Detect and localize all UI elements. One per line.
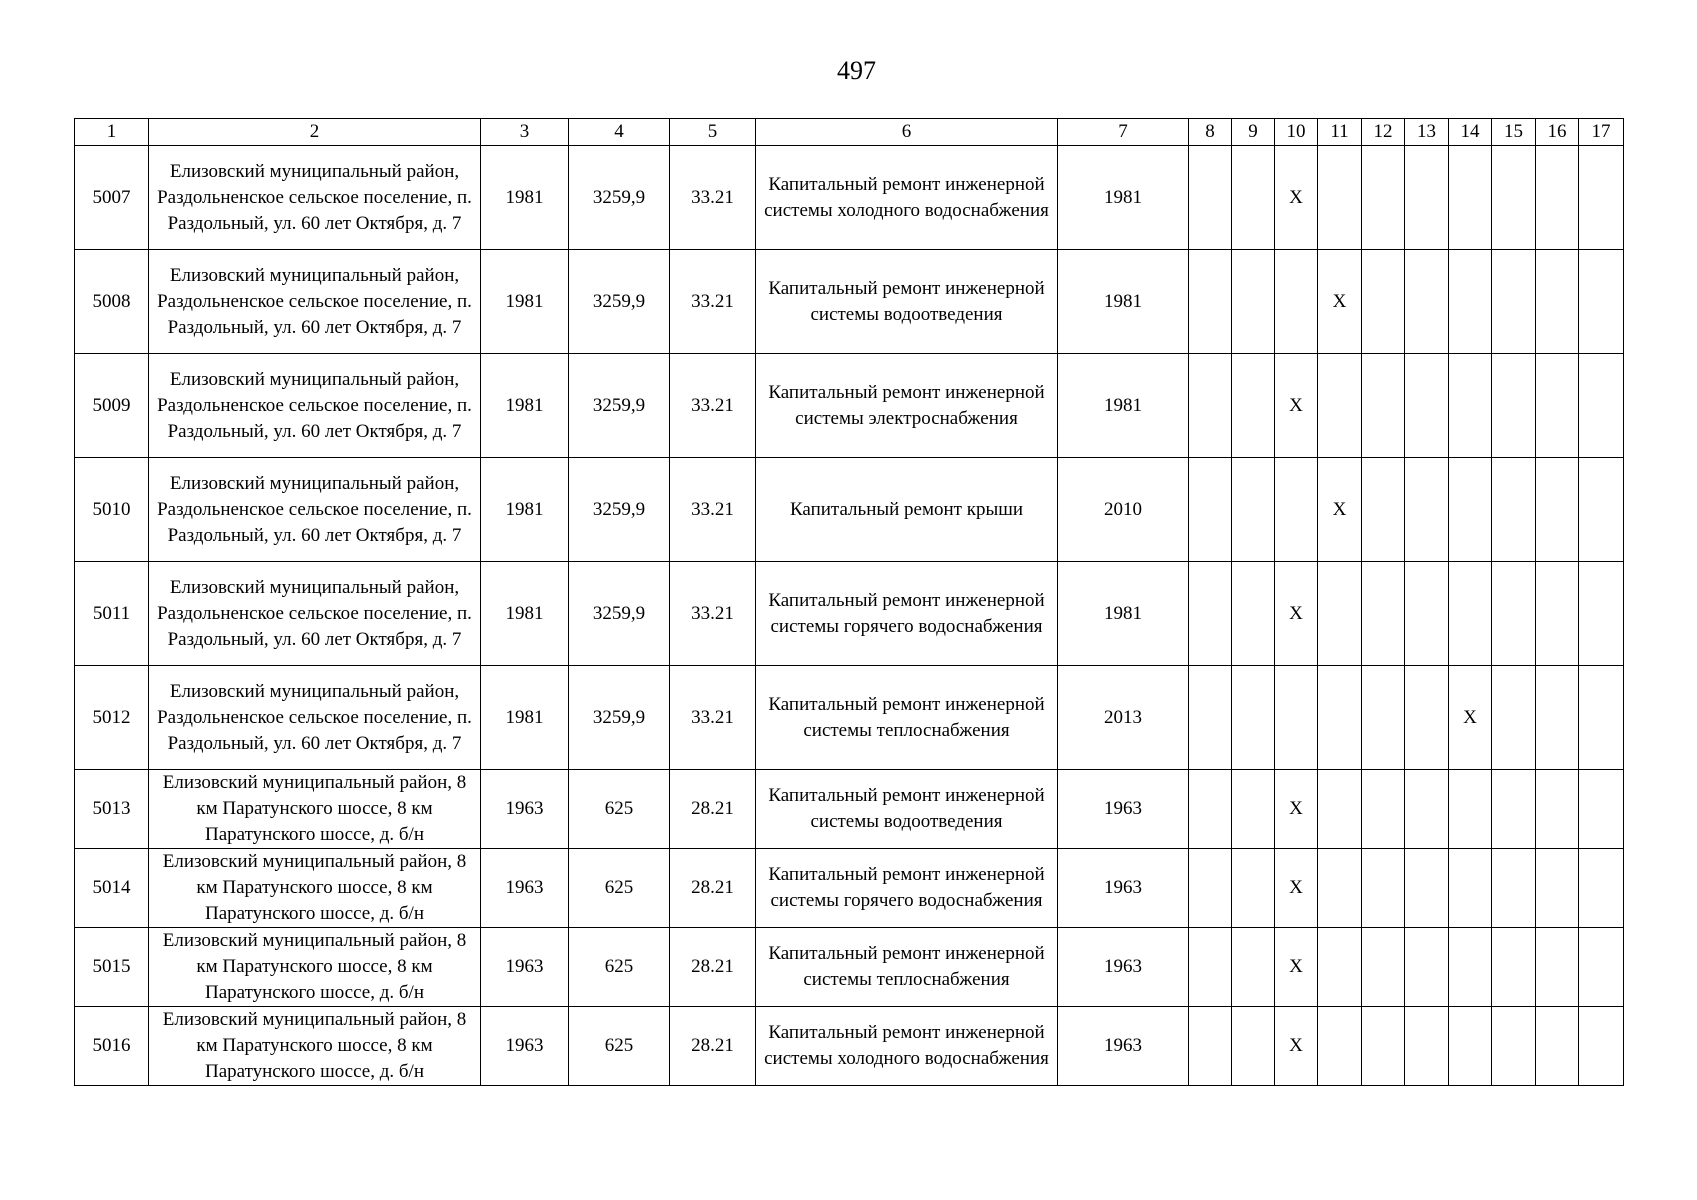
mark-cell bbox=[1536, 666, 1579, 770]
area-cell: 3259,9 bbox=[569, 562, 670, 666]
area-cell: 3259,9 bbox=[569, 458, 670, 562]
area-cell: 625 bbox=[569, 1007, 670, 1086]
address-cell: Елизовский муниципальный район, 8 км Паратунского шоссе, 8 км Паратунского шоссе, д. б/н bbox=[149, 849, 481, 928]
area-cell: 625 bbox=[569, 849, 670, 928]
mark-cell bbox=[1318, 146, 1362, 250]
column-header: 13 bbox=[1405, 119, 1449, 146]
year-last-cell: 1963 bbox=[1058, 849, 1189, 928]
mark-cell bbox=[1492, 849, 1536, 928]
year-built-cell: 1963 bbox=[481, 849, 569, 928]
mark-cell bbox=[1579, 562, 1624, 666]
mark-cell bbox=[1232, 1007, 1275, 1086]
area-cell: 3259,9 bbox=[569, 250, 670, 354]
column-header: 2 bbox=[149, 119, 481, 146]
code-cell: 28.21 bbox=[670, 770, 756, 849]
code-cell: 33.21 bbox=[670, 562, 756, 666]
code-cell: 33.21 bbox=[670, 458, 756, 562]
mark-cell bbox=[1405, 849, 1449, 928]
table-body bbox=[75, 146, 1624, 1086]
mark-cell bbox=[1405, 1007, 1449, 1086]
row-id-cell: 5007 bbox=[75, 146, 149, 250]
mark-cell bbox=[1492, 458, 1536, 562]
code-cell: 33.21 bbox=[670, 666, 756, 770]
column-header: 16 bbox=[1536, 119, 1579, 146]
mark-cell bbox=[1449, 146, 1492, 250]
row-id-cell: 5008 bbox=[75, 250, 149, 354]
mark-cell bbox=[1232, 770, 1275, 849]
work-type-cell: Капитальный ремонт инженерной системы горячего водоснабжения bbox=[756, 562, 1058, 666]
year-built-cell: 1963 bbox=[481, 1007, 569, 1086]
table-row bbox=[75, 928, 1624, 1007]
mark-cell bbox=[1449, 354, 1492, 458]
column-header: 17 bbox=[1579, 119, 1624, 146]
mark-cell bbox=[1189, 849, 1232, 928]
column-header: 1 bbox=[75, 119, 149, 146]
mark-cell bbox=[1579, 928, 1624, 1007]
address-cell: Елизовский муниципальный район, Раздольненское сельское поселение, п. Раздольный, ул. 60 лет Октября, д. 7 bbox=[149, 146, 481, 250]
registry-table bbox=[74, 118, 1624, 1086]
mark-cell bbox=[1232, 458, 1275, 562]
area-cell: 625 bbox=[569, 928, 670, 1007]
column-header: 14 bbox=[1449, 119, 1492, 146]
column-header: 15 bbox=[1492, 119, 1536, 146]
mark-cell bbox=[1536, 458, 1579, 562]
work-type-cell: Капитальный ремонт инженерной системы водоотведения bbox=[756, 770, 1058, 849]
mark-cell: X bbox=[1275, 928, 1318, 1007]
mark-cell bbox=[1492, 250, 1536, 354]
mark-cell bbox=[1275, 458, 1318, 562]
mark-cell bbox=[1492, 770, 1536, 849]
table-row bbox=[75, 458, 1624, 562]
address-cell: Елизовский муниципальный район, Раздольненское сельское поселение, п. Раздольный, ул. 60 лет Октября, д. 7 bbox=[149, 562, 481, 666]
mark-cell: X bbox=[1275, 1007, 1318, 1086]
mark-cell bbox=[1232, 928, 1275, 1007]
mark-cell bbox=[1405, 250, 1449, 354]
code-cell: 33.21 bbox=[670, 354, 756, 458]
table-row bbox=[75, 849, 1624, 928]
mark-cell bbox=[1492, 146, 1536, 250]
mark-cell bbox=[1492, 928, 1536, 1007]
work-type-cell: Капитальный ремонт инженерной системы теплоснабжения bbox=[756, 666, 1058, 770]
area-cell: 3259,9 bbox=[569, 354, 670, 458]
mark-cell bbox=[1362, 562, 1405, 666]
mark-cell bbox=[1232, 250, 1275, 354]
mark-cell bbox=[1536, 250, 1579, 354]
mark-cell bbox=[1579, 146, 1624, 250]
row-id-cell: 5011 bbox=[75, 562, 149, 666]
code-cell: 28.21 bbox=[670, 1007, 756, 1086]
mark-cell: X bbox=[1275, 562, 1318, 666]
mark-cell bbox=[1318, 354, 1362, 458]
column-header: 4 bbox=[569, 119, 670, 146]
table-row bbox=[75, 250, 1624, 354]
mark-cell bbox=[1362, 354, 1405, 458]
mark-cell bbox=[1362, 928, 1405, 1007]
address-cell: Елизовский муниципальный район, 8 км Паратунского шоссе, 8 км Паратунского шоссе, д. б/н bbox=[149, 928, 481, 1007]
address-cell: Елизовский муниципальный район, Раздольненское сельское поселение, п. Раздольный, ул. 60 лет Октября, д. 7 bbox=[149, 250, 481, 354]
row-id-cell: 5012 bbox=[75, 666, 149, 770]
mark-cell bbox=[1318, 770, 1362, 849]
mark-cell bbox=[1405, 666, 1449, 770]
year-last-cell: 1981 bbox=[1058, 562, 1189, 666]
year-built-cell: 1963 bbox=[481, 770, 569, 849]
mark-cell bbox=[1449, 770, 1492, 849]
year-built-cell: 1981 bbox=[481, 250, 569, 354]
mark-cell: X bbox=[1275, 770, 1318, 849]
year-built-cell: 1963 bbox=[481, 928, 569, 1007]
mark-cell bbox=[1232, 849, 1275, 928]
mark-cell bbox=[1405, 770, 1449, 849]
mark-cell bbox=[1449, 1007, 1492, 1086]
address-cell: Елизовский муниципальный район, 8 км Паратунского шоссе, 8 км Паратунского шоссе, д. б/н bbox=[149, 770, 481, 849]
mark-cell bbox=[1405, 354, 1449, 458]
work-type-cell: Капитальный ремонт крыши bbox=[756, 458, 1058, 562]
mark-cell: X bbox=[1318, 250, 1362, 354]
mark-cell bbox=[1362, 250, 1405, 354]
mark-cell bbox=[1449, 849, 1492, 928]
work-type-cell: Капитальный ремонт инженерной системы теплоснабжения bbox=[756, 928, 1058, 1007]
column-header: 12 bbox=[1362, 119, 1405, 146]
mark-cell bbox=[1492, 354, 1536, 458]
mark-cell bbox=[1362, 146, 1405, 250]
table-row bbox=[75, 562, 1624, 666]
mark-cell bbox=[1405, 458, 1449, 562]
table-row bbox=[75, 146, 1624, 250]
column-header: 8 bbox=[1189, 119, 1232, 146]
row-id-cell: 5014 bbox=[75, 849, 149, 928]
year-last-cell: 1963 bbox=[1058, 770, 1189, 849]
mark-cell bbox=[1536, 770, 1579, 849]
mark-cell bbox=[1362, 458, 1405, 562]
mark-cell bbox=[1189, 562, 1232, 666]
mark-cell bbox=[1362, 849, 1405, 928]
column-header: 6 bbox=[756, 119, 1058, 146]
column-header: 7 bbox=[1058, 119, 1189, 146]
mark-cell bbox=[1232, 562, 1275, 666]
address-cell: Елизовский муниципальный район, Раздольненское сельское поселение, п. Раздольный, ул. 60 лет Октября, д. 7 bbox=[149, 458, 481, 562]
mark-cell bbox=[1536, 1007, 1579, 1086]
address-cell: Елизовский муниципальный район, Раздольненское сельское поселение, п. Раздольный, ул. 60 лет Октября, д. 7 bbox=[149, 354, 481, 458]
row-id-cell: 5015 bbox=[75, 928, 149, 1007]
code-cell: 33.21 bbox=[670, 146, 756, 250]
year-last-cell: 2010 bbox=[1058, 458, 1189, 562]
mark-cell bbox=[1579, 1007, 1624, 1086]
mark-cell bbox=[1189, 666, 1232, 770]
mark-cell bbox=[1536, 928, 1579, 1007]
mark-cell bbox=[1579, 666, 1624, 770]
mark-cell: X bbox=[1275, 146, 1318, 250]
mark-cell bbox=[1449, 562, 1492, 666]
year-built-cell: 1981 bbox=[481, 458, 569, 562]
mark-cell: X bbox=[1449, 666, 1492, 770]
page-number: 497 bbox=[837, 56, 876, 85]
year-last-cell: 1963 bbox=[1058, 928, 1189, 1007]
mark-cell bbox=[1232, 666, 1275, 770]
row-id-cell: 5013 bbox=[75, 770, 149, 849]
mark-cell bbox=[1189, 458, 1232, 562]
row-id-cell: 5016 bbox=[75, 1007, 149, 1086]
column-header: 9 bbox=[1232, 119, 1275, 146]
mark-cell: X bbox=[1275, 354, 1318, 458]
column-header: 11 bbox=[1318, 119, 1362, 146]
area-cell: 3259,9 bbox=[569, 666, 670, 770]
code-cell: 28.21 bbox=[670, 928, 756, 1007]
mark-cell bbox=[1405, 146, 1449, 250]
mark-cell bbox=[1579, 770, 1624, 849]
mark-cell bbox=[1275, 250, 1318, 354]
mark-cell bbox=[1232, 146, 1275, 250]
area-cell: 3259,9 bbox=[569, 146, 670, 250]
year-built-cell: 1981 bbox=[481, 146, 569, 250]
mark-cell bbox=[1536, 849, 1579, 928]
address-cell: Елизовский муниципальный район, 8 км Паратунского шоссе, 8 км Паратунского шоссе, д. б/н bbox=[149, 1007, 481, 1086]
mark-cell bbox=[1492, 666, 1536, 770]
year-built-cell: 1981 bbox=[481, 666, 569, 770]
mark-cell bbox=[1318, 562, 1362, 666]
mark-cell bbox=[1536, 354, 1579, 458]
table-row bbox=[75, 1007, 1624, 1086]
mark-cell bbox=[1189, 354, 1232, 458]
mark-cell bbox=[1362, 770, 1405, 849]
mark-cell bbox=[1536, 146, 1579, 250]
code-cell: 28.21 bbox=[670, 849, 756, 928]
area-cell: 625 bbox=[569, 770, 670, 849]
mark-cell bbox=[1579, 354, 1624, 458]
mark-cell bbox=[1449, 250, 1492, 354]
row-id-cell: 5009 bbox=[75, 354, 149, 458]
year-last-cell: 1963 bbox=[1058, 1007, 1189, 1086]
code-cell: 33.21 bbox=[670, 250, 756, 354]
work-type-cell: Капитальный ремонт инженерной системы горячего водоснабжения bbox=[756, 849, 1058, 928]
work-type-cell: Капитальный ремонт инженерной системы холодного водоснабжения bbox=[756, 146, 1058, 250]
mark-cell: X bbox=[1318, 458, 1362, 562]
mark-cell bbox=[1189, 770, 1232, 849]
mark-cell bbox=[1492, 1007, 1536, 1086]
year-built-cell: 1981 bbox=[481, 354, 569, 458]
mark-cell bbox=[1405, 928, 1449, 1007]
row-id-cell: 5010 bbox=[75, 458, 149, 562]
mark-cell bbox=[1449, 928, 1492, 1007]
table-row bbox=[75, 770, 1624, 849]
year-last-cell: 1981 bbox=[1058, 146, 1189, 250]
column-header: 10 bbox=[1275, 119, 1318, 146]
header-row bbox=[75, 119, 1624, 146]
column-header: 5 bbox=[670, 119, 756, 146]
year-last-cell: 1981 bbox=[1058, 354, 1189, 458]
mark-cell: X bbox=[1275, 849, 1318, 928]
mark-cell bbox=[1189, 1007, 1232, 1086]
year-last-cell: 2013 bbox=[1058, 666, 1189, 770]
table-row bbox=[75, 354, 1624, 458]
table-row bbox=[75, 666, 1624, 770]
column-header: 3 bbox=[481, 119, 569, 146]
mark-cell bbox=[1318, 928, 1362, 1007]
year-last-cell: 1981 bbox=[1058, 250, 1189, 354]
mark-cell bbox=[1579, 458, 1624, 562]
mark-cell bbox=[1189, 928, 1232, 1007]
mark-cell bbox=[1189, 250, 1232, 354]
work-type-cell: Капитальный ремонт инженерной системы электроснабжения bbox=[756, 354, 1058, 458]
mark-cell bbox=[1232, 354, 1275, 458]
mark-cell bbox=[1318, 666, 1362, 770]
mark-cell bbox=[1189, 146, 1232, 250]
work-type-cell: Капитальный ремонт инженерной системы водоотведения bbox=[756, 250, 1058, 354]
mark-cell bbox=[1318, 849, 1362, 928]
mark-cell bbox=[1536, 562, 1579, 666]
mark-cell bbox=[1405, 562, 1449, 666]
mark-cell bbox=[1362, 1007, 1405, 1086]
mark-cell bbox=[1362, 666, 1405, 770]
mark-cell bbox=[1492, 562, 1536, 666]
mark-cell bbox=[1275, 666, 1318, 770]
address-cell: Елизовский муниципальный район, Раздольненское сельское поселение, п. Раздольный, ул. 60 лет Октября, д. 7 bbox=[149, 666, 481, 770]
year-built-cell: 1981 bbox=[481, 562, 569, 666]
mark-cell bbox=[1449, 458, 1492, 562]
mark-cell bbox=[1579, 849, 1624, 928]
mark-cell bbox=[1579, 250, 1624, 354]
mark-cell bbox=[1318, 1007, 1362, 1086]
work-type-cell: Капитальный ремонт инженерной системы холодного водоснабжения bbox=[756, 1007, 1058, 1086]
